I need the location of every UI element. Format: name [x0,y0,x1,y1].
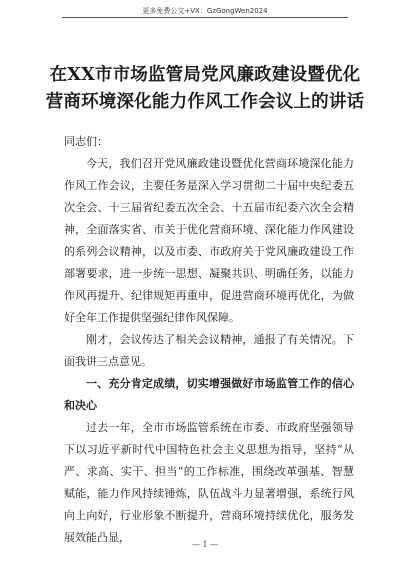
title-line-2: 营商环境深化能力作风工作会议上的讲话 [45,92,365,112]
document-title [30,62,380,116]
paragraph-review: 过去一年，全市市场监管系统在市委、市政府坚强领导下以习近平新时代中国特色社会主义思想为指导，坚持“从严、求高、实干、担当”的工作标准，围绕改革强基、智慧赋能，能力作风持续锤炼，队伍战斗力显著增强，系统行风向上向好，行业形象不断提升，营商环境持续优化，服务发展效能凸显， [64,421,354,544]
salutation: 同志们： [64,135,108,148]
title-line-1: 在XX市市场监管局党风廉政建设暨优化 [49,65,361,85]
page-header: 更多免费公文+VX：GzGongWen2024 [142,7,268,15]
document-body [64,131,354,549]
page-number: — 1 — [191,540,219,549]
section-heading-1: 一、充分肯定成绩，切实增强做好市场监管工作的信心和决心 [64,377,354,412]
paragraph-transition: 刚才，会议传达了相关会议精神，通报了有关情况。下面我讲三点意见。 [64,333,354,368]
paragraph-opening: 今天，我们召开党风廉政建设暨优化营商环境深化能力作风工作会议，主要任务是深入学习贯彻二十届中央纪委五次全会、十三届省纪委五次全会、十五届市纪委六次全会精神，全面落实省、市关于优化营商环境、深化能力作风建设的系列会议精神，以及市委、市政府关于党风廉政建设工作部署要求，进一步统一思想、凝聚共识、明确任务，以能力作风再提升、纪律规矩再重申，促进营商环境再优化，为做好全年工作提供坚强纪律作风保障。 [64,157,354,324]
header-divider [62,17,348,18]
